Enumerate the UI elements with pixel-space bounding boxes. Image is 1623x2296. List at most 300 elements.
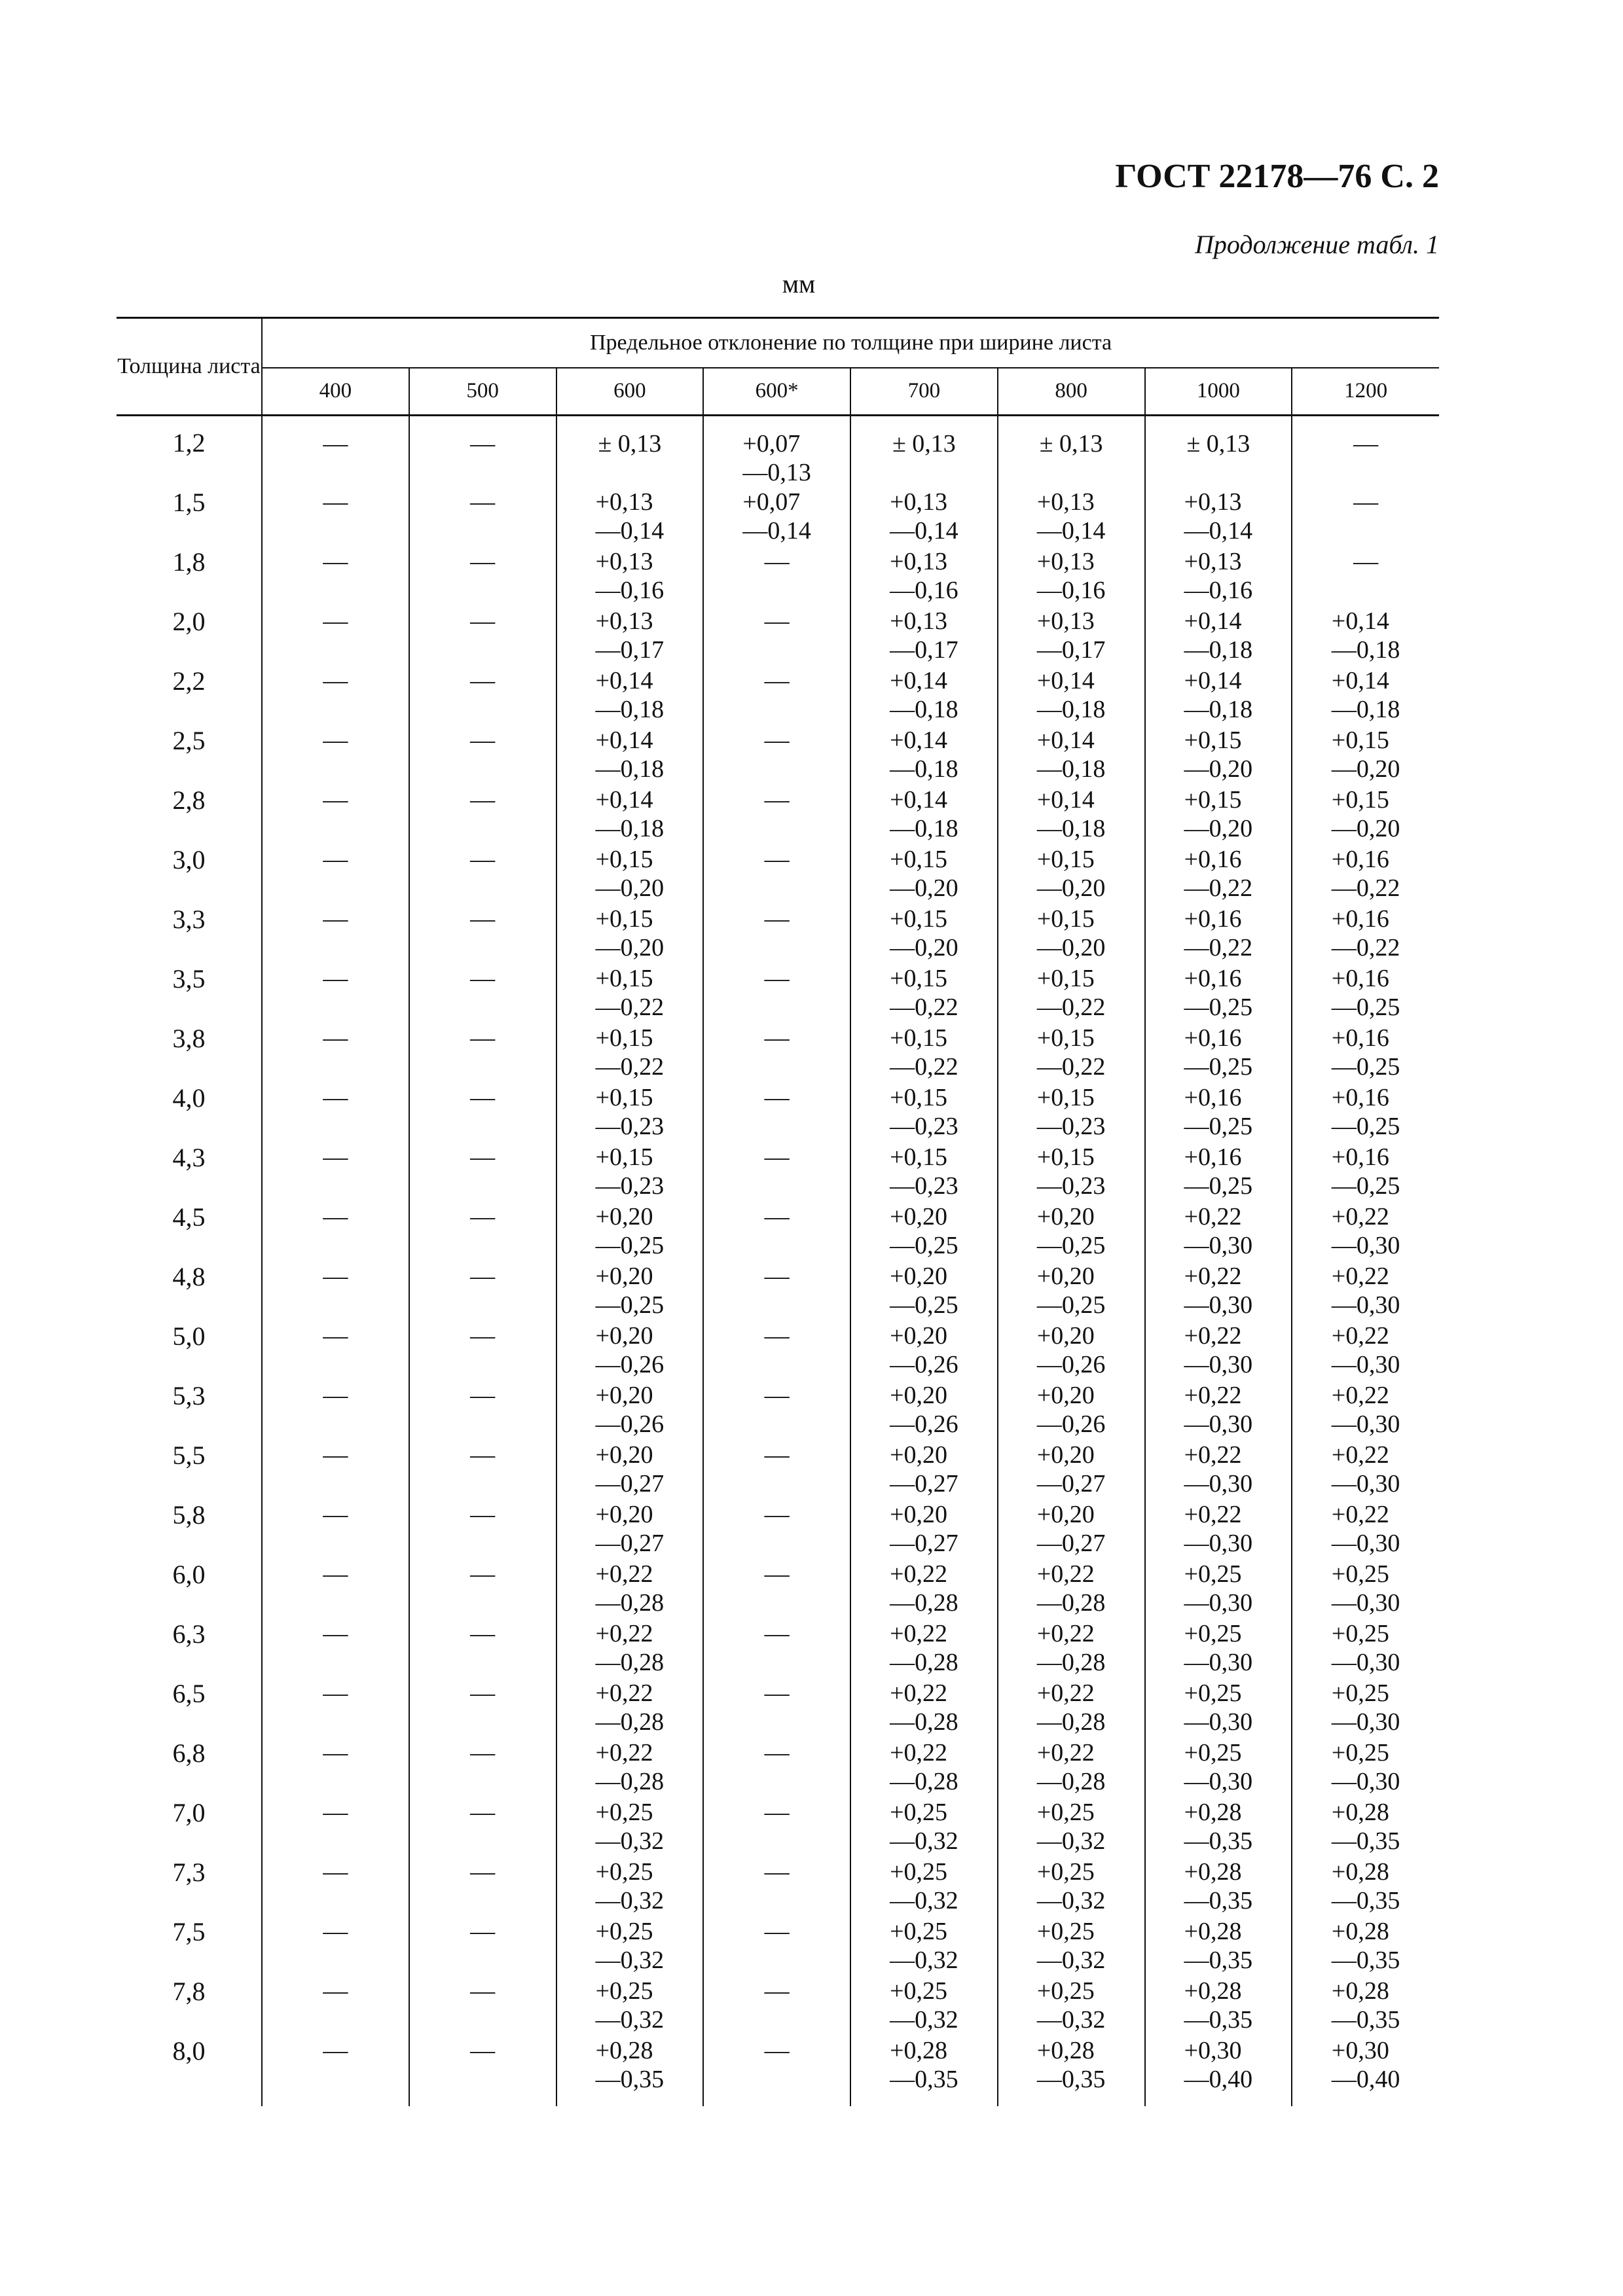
tolerance-value: +0,20 —0,27 [1036,1441,1106,1498]
table-body [117,416,1439,2107]
tolerance-cell [262,1977,409,2036]
thickness-cell: 6,5 [117,1679,262,1738]
tolerance-value: +0,13 —0,16 [890,548,958,604]
tolerance-value: +0,16 —0,25 [1331,965,1400,1021]
tolerance-value: +0,28 —0,35 [1184,1918,1253,1974]
tolerance-cell [262,1857,409,1917]
tolerance-value: +0,25 —0,32 [890,1799,958,1855]
no-value-dash: — [323,548,348,575]
tolerance-value: +0,20 —0,26 [890,1382,958,1438]
tolerance-cell [556,488,704,547]
no-value-dash: — [470,1977,496,2005]
table-row [117,785,1439,845]
tolerance-cell [998,1619,1145,1679]
tolerance-value: ± 0,13 [598,430,662,457]
table-row [117,1917,1439,1977]
no-value-dash: — [764,1560,790,1588]
tolerance-cell [262,1619,409,1679]
tolerance-cell [556,416,704,488]
tolerance-value: +0,28 —0,35 [595,2037,665,2093]
table-row [117,726,1439,785]
tolerance-cell [703,905,850,964]
no-value-dash: — [470,607,496,635]
thickness-cell: 7,5 [117,1917,262,1977]
tolerance-cell [703,1083,850,1143]
no-value-dash: — [764,1024,790,1052]
tolerance-cell [998,905,1145,964]
tolerance-cell [703,547,850,607]
column-header-width: 1200 [1292,368,1439,416]
tolerance-cell [703,416,850,488]
tolerance-value: +0,15 —0,22 [1036,965,1106,1021]
no-value-dash: — [470,488,496,516]
tolerance-cell [262,1560,409,1619]
table-row [117,1441,1439,1500]
tolerance-cell [409,1798,556,1857]
tolerance-cell [262,1381,409,1441]
tolerance-cell [262,845,409,905]
tolerance-value: +0,15 —0,23 [595,1143,665,1200]
tolerance-cell [262,1679,409,1738]
no-value-dash: — [764,1382,790,1409]
no-value-dash: — [323,1918,348,1945]
no-value-dash: — [323,846,348,873]
tolerance-value: +0,25 —0,32 [1036,1858,1106,1914]
tolerance-cell [409,1738,556,1798]
tolerance-cell [1292,1977,1439,2036]
document-reference: ГОСТ 22178—76 С. 2 [1115,158,1439,195]
tolerance-value: +0,13 —0,16 [1036,548,1106,604]
no-value-dash: — [470,1143,496,1171]
no-value-dash: — [323,1203,348,1230]
no-value-dash: — [764,1441,790,1469]
thickness-cell: 4,5 [117,1202,262,1262]
thickness-cell: 2,0 [117,607,262,666]
no-value-dash: — [764,905,790,933]
tolerance-value: +0,22 —0,28 [595,1739,665,1795]
tolerance-value: +0,15 —0,20 [1331,726,1400,783]
tolerance-value: +0,28 —0,35 [1184,1799,1253,1855]
no-value-dash: — [323,1024,348,1052]
tolerance-cell [703,1143,850,1202]
no-value-dash: — [470,1024,496,1052]
no-value-dash: — [1353,430,1379,457]
tolerance-cell [850,666,998,726]
tolerance-cell [409,1619,556,1679]
no-value-dash: — [764,1977,790,2005]
tolerance-cell [556,1024,704,1083]
tolerance-value: +0,16 —0,25 [1184,1084,1253,1140]
no-value-dash: — [764,1143,790,1171]
no-value-dash: — [470,1382,496,1409]
tolerance-cell [1145,1679,1292,1738]
tolerance-cell [409,845,556,905]
tolerance-cell [1145,1738,1292,1798]
tolerance-value: +0,28 —0,35 [1184,1858,1253,1914]
tolerance-cell [1145,785,1292,845]
tolerance-cell [850,1679,998,1738]
tolerance-value: +0,25 —0,32 [1036,1799,1106,1855]
no-value-dash: — [323,1441,348,1469]
tolerance-cell [556,1619,704,1679]
tolerance-value: +0,22 —0,30 [1331,1263,1400,1319]
tolerance-value: +0,20 —0,27 [595,1441,665,1498]
tolerance-value: +0,15 —0,20 [890,846,958,902]
tolerance-cell [850,1381,998,1441]
table-row [117,1083,1439,1143]
tolerance-cell [998,1977,1145,2036]
tolerance-cell [556,607,704,666]
tolerance-cell [998,1321,1145,1381]
tolerance-cell [703,845,850,905]
tolerance-value: +0,13 —0,17 [890,607,958,664]
tolerance-cell [1292,905,1439,964]
no-value-dash: — [323,1560,348,1588]
tolerance-cell [1145,905,1292,964]
tolerance-value: +0,25 —0,32 [1036,1977,1106,2034]
tolerance-cell [409,964,556,1024]
no-value-dash: — [323,1501,348,1528]
tolerance-value: +0,20 —0,25 [1036,1203,1106,1259]
no-value-dash: — [764,2037,790,2064]
tolerance-value: +0,25 —0,30 [1331,1560,1400,1617]
tolerance-cell [1145,1202,1292,1262]
tolerance-cell [850,1500,998,1560]
no-value-dash: — [323,430,348,457]
tolerance-value: +0,22 —0,28 [1036,1739,1106,1795]
thickness-cell: 3,8 [117,1024,262,1083]
no-value-dash: — [764,1620,790,1647]
thickness-cell: 6,0 [117,1560,262,1619]
tolerance-cell [1292,845,1439,905]
tolerance-cell [1292,1738,1439,1798]
tolerance-cell [1292,2036,1439,2106]
tolerance-cell [1292,1798,1439,1857]
thickness-cell: 1,5 [117,488,262,547]
tolerance-cell [262,785,409,845]
no-value-dash: — [470,1441,496,1469]
thickness-cell: 2,8 [117,785,262,845]
tolerance-cell [262,1738,409,1798]
tolerance-cell [262,1441,409,1500]
tolerance-value: +0,30 —0,40 [1331,2037,1400,2093]
no-value-dash: — [323,1263,348,1290]
no-value-dash: — [323,1858,348,1886]
tolerance-cell [850,488,998,547]
table-row [117,964,1439,1024]
thickness-cell: 1,2 [117,416,262,488]
tolerance-cell [703,607,850,666]
no-value-dash: — [323,1322,348,1350]
tolerance-value: +0,22 —0,28 [1036,1679,1106,1736]
tolerance-value: +0,25 —0,32 [890,1977,958,2034]
tolerance-cell [998,488,1145,547]
tolerance-value: +0,25 —0,32 [890,1918,958,1974]
tolerance-value: +0,20 —0,26 [1036,1382,1106,1438]
tolerance-cell [998,2036,1145,2106]
no-value-dash: — [764,607,790,635]
tolerance-value: +0,20 —0,26 [1036,1322,1106,1378]
no-value-dash: — [764,1918,790,1945]
column-header-width: 600 [556,368,704,416]
no-value-dash: — [470,2037,496,2064]
tolerance-value: +0,14 —0,18 [1036,786,1106,842]
tolerance-value: +0,20 —0,27 [890,1501,958,1557]
tolerance-value: +0,15 —0,22 [890,1024,958,1081]
no-value-dash: — [470,786,496,814]
no-value-dash: — [323,667,348,694]
thickness-cell: 4,8 [117,1262,262,1321]
thickness-cell: 7,0 [117,1798,262,1857]
tolerance-cell [703,1798,850,1857]
tolerance-cell [703,488,850,547]
table-row [117,1679,1439,1738]
thickness-cell: 6,3 [117,1619,262,1679]
tolerance-value: +0,13 —0,16 [595,548,665,604]
tolerance-cell [703,1977,850,2036]
table-row [117,1381,1439,1441]
tolerance-cell [409,1441,556,1500]
tolerance-cell [1145,1321,1292,1381]
tolerance-cell [409,726,556,785]
tolerance-cell [998,547,1145,607]
thickness-cell: 1,8 [117,547,262,607]
tolerance-cell [850,905,998,964]
tolerance-cell [1292,1917,1439,1977]
tolerance-value: +0,16 —0,25 [1184,965,1253,1021]
no-value-dash: — [323,1679,348,1707]
tolerance-table [117,317,1439,2106]
tolerance-cell [409,1381,556,1441]
tolerance-cell [1292,1321,1439,1381]
tolerance-cell [556,1381,704,1441]
tolerance-cell [1145,607,1292,666]
no-value-dash: — [470,1501,496,1528]
no-value-dash: — [764,965,790,992]
tolerance-cell [998,785,1145,845]
tolerance-cell [998,1083,1145,1143]
tolerance-cell [1292,607,1439,666]
tolerance-cell [1292,726,1439,785]
table-row [117,488,1439,547]
table-row [117,607,1439,666]
tolerance-cell [703,785,850,845]
tolerance-value: +0,16 —0,25 [1184,1143,1253,1200]
tolerance-cell [556,547,704,607]
thickness-cell: 5,3 [117,1381,262,1441]
thickness-cell: 2,5 [117,726,262,785]
tolerance-value: +0,15 —0,20 [595,905,665,961]
tolerance-value: +0,13 —0,17 [1036,607,1106,664]
tolerance-cell [850,1262,998,1321]
table-row [117,547,1439,607]
table-row [117,1798,1439,1857]
table-row [117,845,1439,905]
no-value-dash: — [470,1322,496,1350]
tolerance-cell [409,1083,556,1143]
tolerance-value: +0,15 —0,22 [595,1024,665,1081]
tolerance-cell [998,416,1145,488]
no-value-dash: — [764,786,790,814]
tolerance-cell [262,1083,409,1143]
tolerance-cell [998,1798,1145,1857]
tolerance-cell [262,607,409,666]
tolerance-value: +0,25 —0,30 [1331,1739,1400,1795]
table-units: мм [782,269,816,298]
tolerance-cell [1145,1441,1292,1500]
tolerance-cell [703,1500,850,1560]
no-value-dash: — [470,548,496,575]
tolerance-cell [703,1441,850,1500]
tolerance-value: +0,16 —0,22 [1184,846,1253,902]
tolerance-cell [556,1321,704,1381]
tolerance-cell [998,1560,1145,1619]
no-value-dash: — [764,1799,790,1826]
tolerance-cell [556,2036,704,2106]
tolerance-cell [556,1977,704,2036]
table-row [117,1977,1439,2036]
tolerance-value: +0,22 —0,28 [595,1560,665,1617]
tolerance-value: +0,20 —0,25 [1036,1263,1106,1319]
tolerance-cell [409,488,556,547]
tolerance-cell [1145,1857,1292,1917]
no-value-dash: — [470,430,496,457]
tolerance-value: +0,14 —0,18 [890,726,958,783]
tolerance-cell [409,1024,556,1083]
tolerance-cell [1292,1500,1439,1560]
tolerance-cell [1292,1143,1439,1202]
tolerance-value: +0,22 —0,30 [1184,1382,1253,1438]
thickness-cell: 3,5 [117,964,262,1024]
tolerance-value: +0,25 —0,30 [1331,1620,1400,1676]
tolerance-cell [409,1262,556,1321]
tolerance-cell [998,1143,1145,1202]
column-header-width: 800 [998,368,1145,416]
no-value-dash: — [323,1977,348,2005]
tolerance-cell [1145,964,1292,1024]
thickness-cell: 3,3 [117,905,262,964]
table-row [117,1738,1439,1798]
tolerance-value: +0,20 —0,27 [890,1441,958,1498]
tolerance-value: +0,15 —0,20 [1036,846,1106,902]
thickness-cell: 8,0 [117,2036,262,2106]
tolerance-cell [1145,547,1292,607]
tolerance-cell [1145,1262,1292,1321]
no-value-dash: — [1353,548,1379,575]
tolerance-value: +0,30 —0,40 [1184,2037,1253,2093]
tolerance-value: +0,16 —0,22 [1331,846,1400,902]
tolerance-cell [703,1679,850,1738]
tolerance-cell [1145,488,1292,547]
tolerance-cell [556,726,704,785]
tolerance-cell [998,1500,1145,1560]
tolerance-value: +0,22 —0,30 [1184,1322,1253,1378]
no-value-dash: — [764,1501,790,1528]
tolerance-cell [409,607,556,666]
tolerance-cell [1145,1083,1292,1143]
table-row [117,666,1439,726]
tolerance-value: +0,16 —0,25 [1331,1084,1400,1140]
tolerance-cell [703,1262,850,1321]
tolerance-cell [1145,1977,1292,2036]
tolerance-cell [850,1083,998,1143]
tolerance-value: +0,22 —0,30 [1184,1203,1253,1259]
tolerance-cell [850,1798,998,1857]
tolerance-value: ± 0,13 [1186,430,1250,457]
tolerance-value: +0,14 —0,18 [595,786,665,842]
no-value-dash: — [470,1918,496,1945]
tolerance-value: +0,25 —0,30 [1184,1679,1253,1736]
tolerance-cell [1292,1202,1439,1262]
no-value-dash: — [764,1322,790,1350]
no-value-dash: — [323,726,348,754]
tolerance-value: +0,13 —0,14 [595,488,665,545]
table-row [117,416,1439,488]
tolerance-value: +0,14 —0,18 [595,667,665,723]
tolerance-cell [850,1619,998,1679]
tolerance-cell [850,1917,998,1977]
tolerance-cell [1292,1024,1439,1083]
tolerance-value: +0,20 —0,25 [890,1263,958,1319]
tolerance-cell [703,726,850,785]
tolerance-cell [262,488,409,547]
tolerance-cell [998,1441,1145,1500]
tolerance-value: +0,25 —0,32 [595,1799,665,1855]
tolerance-cell [409,1679,556,1738]
tolerance-value: +0,28 —0,35 [1331,1799,1400,1855]
tolerance-cell [703,1321,850,1381]
tolerance-value: +0,22 —0,30 [1331,1441,1400,1498]
no-value-dash: — [323,1799,348,1826]
tolerance-cell [1292,785,1439,845]
table-row [117,1321,1439,1381]
tolerance-value: +0,14 —0,18 [1036,667,1106,723]
tolerance-value: +0,15 —0,23 [1036,1143,1106,1200]
tolerance-value: +0,16 —0,25 [1331,1143,1400,1200]
tolerance-cell [850,1143,998,1202]
tolerance-cell [703,1560,850,1619]
tolerance-value: +0,25 —0,30 [1184,1560,1253,1617]
column-header-width: 500 [409,368,556,416]
tolerance-value: +0,22 —0,28 [1036,1620,1106,1676]
no-value-dash: — [323,786,348,814]
tolerance-value: +0,25 —0,30 [1184,1620,1253,1676]
table-header [117,318,1439,416]
tolerance-cell [1292,964,1439,1024]
no-value-dash: — [764,1203,790,1230]
tolerance-cell [850,726,998,785]
tolerance-cell [409,1857,556,1917]
tolerance-cell [1145,1798,1292,1857]
tolerance-value: +0,14 —0,18 [1184,667,1253,723]
tolerance-value: +0,16 —0,22 [1184,905,1253,961]
tolerance-cell [262,1202,409,1262]
table-row [117,1619,1439,1679]
tolerance-cell [556,1917,704,1977]
no-value-dash: — [1353,488,1379,516]
tolerance-cell [262,1024,409,1083]
thickness-cell: 7,3 [117,1857,262,1917]
tolerance-cell [556,1500,704,1560]
tolerance-value: +0,20 —0,26 [595,1322,665,1378]
no-value-dash: — [764,1858,790,1886]
tolerance-value: +0,16 —0,25 [1331,1024,1400,1081]
tolerance-value: +0,20 —0,27 [595,1501,665,1557]
tolerance-cell [703,1619,850,1679]
no-value-dash: — [764,1263,790,1290]
tolerance-value: +0,13 —0,16 [1184,548,1253,604]
tolerance-cell [409,1143,556,1202]
